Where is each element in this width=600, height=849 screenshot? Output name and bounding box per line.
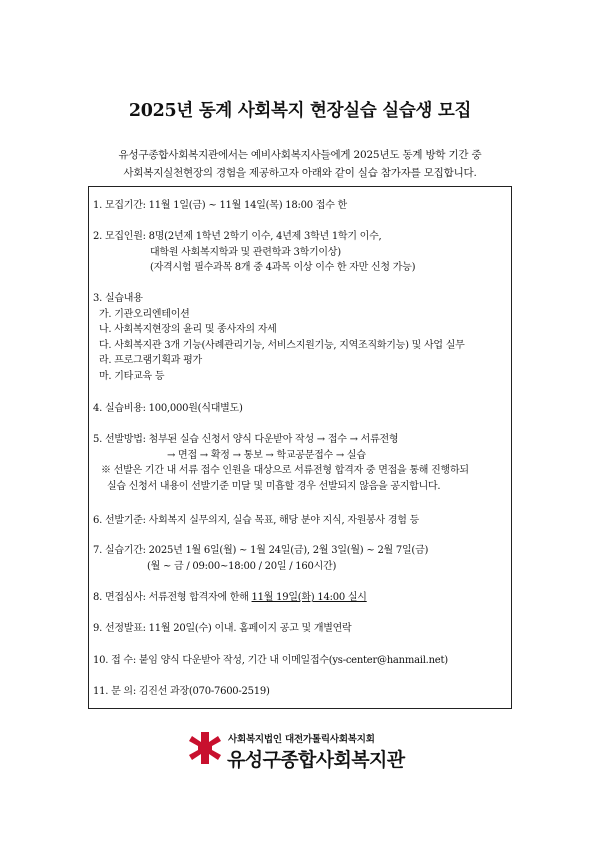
selection-note-line-2: 실습 신청서 내용이 선발기준 미달 및 미흡할 경우 선발되지 않음을 공지합니다. [107,480,441,492]
practicum-period-line-1: 7. 실습기간: 2025년 1월 6일(월) ~ 1월 24일(금), 2월 3일(월) ~ 2월 7일(금) [93,545,429,556]
org-subtitle: 사회복지법인 대전가톨릭사회복지회 [228,734,375,745]
intro-line-1: 유성구종합사회복지관에서는 예비사회복지사들에게 2025년도 동계 방학 기간 중 [118,149,482,161]
selection-method-line-1: 5. 선발방법: 첨부된 실습 신청서 양식 다운받아 작성 → 접수 → 서류전형 [93,434,399,445]
section-announcement: 9. 선정발표: 11월 20일(수) 이내. 홈페이지 공고 및 개별연락 [93,623,352,634]
section-recruitment-count [93,229,415,276]
interview-date: 11월 19일(화) 14:00 실시 [251,592,367,603]
intro-paragraph [0,146,600,182]
selection-note-line-1: ※ 선발은 기간 내 서류 접수 인원을 대상으로 서류전형 합격자 중 면접을 통해 진행하되 [101,465,469,476]
selection-method-line-2: → 면접 → 확정 → 통보 → 학교공문접수 → 실습 [167,449,366,461]
section-practicum-period [93,543,428,574]
practicum-content-item: 나. 사회복지현장의 윤리 및 종사자의 자세 [99,324,277,335]
section-selection-method [93,432,469,494]
intro-line-2: 사회복지실천현장의 경험을 제공하고자 아래와 같이 실습 참가자를 모집합니다. [123,167,477,179]
org-name: 유성구종합사회복지관 [227,749,405,771]
recruitment-count-line-3: (자격시험 필수과목 8개 중 4과목 이상 이수 한 자만 신청 가능) [150,262,416,273]
practicum-content-item: 마. 기타교육 등 [99,370,165,382]
practicum-content-item: 라. 프로그램기획과 평가 [99,355,202,366]
recruitment-count-line-1: 2. 모집인원: 8명(2년제 1학년 2학기 이수, 4년제 3학년 1학기 이수, [93,231,382,242]
interview-text: 8. 면접심사: 서류전형 합격자에 한해 [93,592,252,603]
catholic-cross-logo-icon [188,731,222,765]
section-practicum-content [93,291,465,384]
recruitment-count-line-2: 대학원 사회복지학과 및 관련학과 3학기이상) [150,246,341,258]
section-selection-criteria: 6. 선발기준: 사회복지 실무의지, 실습 목표, 해당 분야 지식, 자원봉사 경험 등 [93,515,420,526]
section-inquiry: 11. 문 의: 김진선 과장(070-7600-2519) [93,686,270,697]
section-submission: 10. 접 수: 붙임 양식 다운받아 작성, 기간 내 이메일접수(ys-center@hanmail.net) [93,655,448,666]
page-title: 2025년 동계 사회복지 현장실습 실습생 모집 [128,101,472,121]
practicum-content-heading: 3. 실습내용 [93,293,143,304]
practicum-period-line-2: (월 ~ 금 / 09:00~18:00 / 20일 / 160시간) [147,560,337,572]
section-recruitment-period: 1. 모집기간: 11월 1일(금) ~ 11월 14일(목) 18:00 접수 한 [93,200,347,211]
section-interview [93,590,367,606]
practicum-content-item: 다. 사회복지관 3개 기능(사례관리기능, 서비스지원기능, 지역조직화기능) 및 사업 실무 [99,339,465,351]
section-practicum-fee: 4. 실습비용: 100,000원(식대별도) [93,403,243,414]
practicum-content-item: 가. 기관오리엔테이션 [99,308,190,320]
